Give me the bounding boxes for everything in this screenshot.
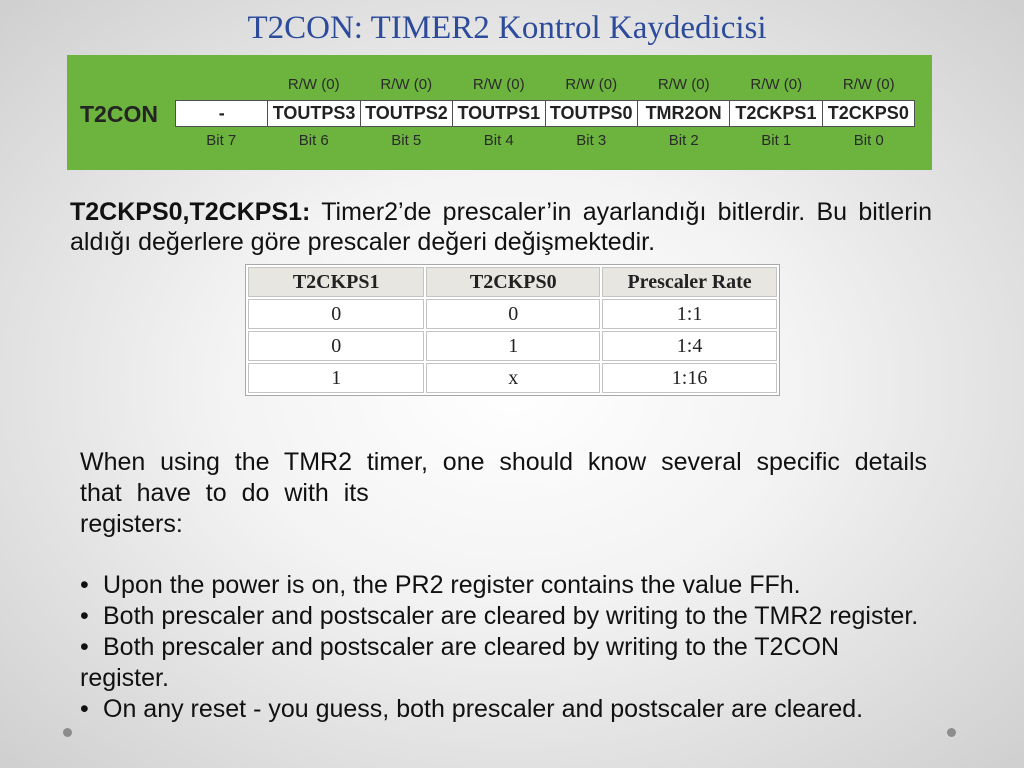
access-label: R/W (0)	[287, 76, 340, 93]
bit-field-cell: TMR2ON	[638, 101, 729, 126]
table-header-cell: T2CKPS0	[426, 267, 600, 297]
description-line: aldığı değerlere göre prescaler değeri değişmektedir.	[70, 228, 656, 256]
table-cell: 1:4	[602, 331, 777, 361]
description-text: Timer2’de prescaler’in ayarlandığı bitlerdir. Bu bitlerin	[321, 198, 932, 226]
slide-title: T2CON: TIMER2 Kontrol Kaydedicisi	[247, 10, 767, 46]
description-term: T2CKPS0,T2CKPS1:	[70, 198, 311, 226]
table-header-row	[248, 267, 777, 297]
bullet-symbol: •	[80, 602, 89, 630]
footer-dot-right	[947, 728, 956, 737]
table-cell: 0	[248, 299, 424, 329]
table-header-cell: Prescaler Rate	[602, 267, 777, 297]
bullet-item	[80, 694, 863, 725]
bit-number-label: Bit 3	[576, 132, 607, 149]
bit-number-label: Bit 2	[668, 132, 699, 149]
bit-field-cell: TOUTPS1	[453, 101, 544, 126]
bullet-symbol: •	[80, 695, 89, 723]
bit-field-cell: T2CKPS1	[730, 101, 821, 126]
bullet-text: Upon the power is on, the PR2 register contains the value FFh.	[103, 571, 801, 599]
footer-dot-left	[63, 728, 72, 737]
access-row	[175, 77, 915, 93]
access-spacer	[175, 77, 268, 93]
bullet-symbol: •	[80, 633, 89, 661]
bit-field-cell: T2CKPS0	[823, 101, 914, 126]
table-header-cell: T2CKPS1	[248, 267, 424, 297]
table-cell: 1	[426, 331, 600, 361]
bit-number-label: Bit 4	[483, 132, 514, 149]
bit-number-label: Bit 5	[391, 132, 422, 149]
bit-field-cell: TOUTPS2	[361, 101, 452, 126]
bit-number-label: Bit 1	[761, 132, 792, 149]
notes-intro-line: that have to do with its	[80, 479, 369, 507]
table-cell: 1	[248, 363, 424, 393]
bullet-text: Both prescaler and postscaler are cleared by writing to the TMR2 register.	[103, 602, 919, 630]
table-cell: 1:16	[602, 363, 777, 393]
table-cell: x	[426, 363, 600, 393]
bit-field-cell: -	[176, 101, 267, 126]
register-diagram	[67, 55, 932, 170]
bit-field-row	[175, 100, 915, 127]
register-name-label: T2CON	[80, 101, 158, 127]
bullet-item	[80, 601, 918, 632]
access-label: R/W (0)	[657, 76, 710, 93]
access-label: R/W (0)	[842, 76, 895, 93]
prescaler-table	[245, 264, 780, 396]
table-cell: 0	[426, 299, 600, 329]
notes-intro-line: When using the TMR2 timer, one should know several specific details	[80, 448, 927, 476]
access-label: R/W (0)	[565, 76, 618, 93]
access-label: R/W (0)	[380, 76, 433, 93]
notes-intro-line: registers:	[80, 510, 183, 538]
bit-number-label: Bit 0	[853, 132, 884, 149]
bullet-text: On any reset - you guess, both prescaler and postscaler are cleared.	[103, 695, 864, 723]
bullet-item	[80, 632, 839, 663]
bullet-symbol: •	[80, 571, 89, 599]
bit-field-cell: TOUTPS3	[268, 101, 359, 126]
bit-number-label: Bit 7	[206, 132, 237, 149]
bit-number-label: Bit 6	[298, 132, 329, 149]
table-row	[248, 331, 777, 361]
bullet-text: Both prescaler and postscaler are cleared by writing to the T2CON	[103, 633, 840, 661]
description-line	[70, 197, 932, 227]
table-cell: 0	[248, 331, 424, 361]
bullet-item	[80, 570, 801, 601]
bit-field-cell: TOUTPS0	[546, 101, 637, 126]
access-label: R/W (0)	[750, 76, 803, 93]
bullet-continuation: register.	[80, 664, 169, 692]
table-row	[248, 363, 777, 393]
table-cell: 1:1	[602, 299, 777, 329]
bit-number-row	[175, 133, 915, 149]
table-row	[248, 299, 777, 329]
access-label: R/W (0)	[472, 76, 525, 93]
